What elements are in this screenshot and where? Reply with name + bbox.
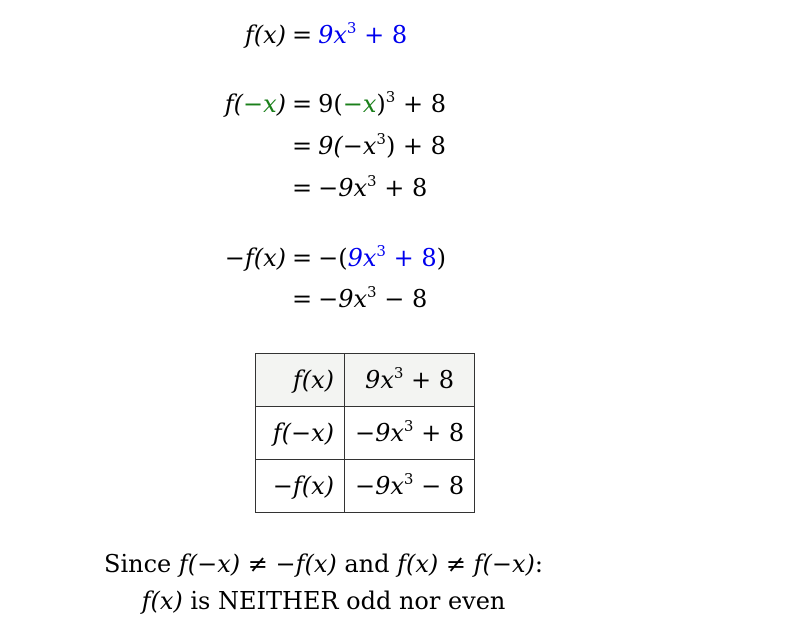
definition-line — [0, 17, 799, 53]
definition-coefficient: 9x — [318, 21, 347, 49]
conclusion-line-1: Since f(−x) ≠ −f(x) and f(x) ≠ f(−x): — [104, 550, 543, 578]
table-row — [256, 354, 475, 407]
f-neg-x-lhs: f(−x) — [224, 90, 286, 118]
symmetry-table — [255, 353, 475, 513]
table-label-cell: f(x) — [256, 354, 345, 407]
f-neg-x-line-2: = $9(-x^3) + 8$ — [292, 130, 446, 160]
table-row — [256, 407, 475, 460]
equals-sign: = — [292, 21, 313, 49]
table-label-cell: −f(x) — [256, 460, 345, 513]
table-row — [256, 460, 475, 513]
definition-lhs: f(x) — [244, 21, 286, 49]
definition-exponent: 3 — [346, 19, 357, 37]
neg-f-x-line-2: = $-9x^3 - 8$ — [292, 283, 428, 313]
conclusion-line-2: f(x) is NEITHER odd nor even — [141, 587, 506, 615]
f-neg-x-line-1: f(−x) = $9(-x)^3 + 8$ — [0, 86, 799, 122]
table-value-cell: $9x^3 + 8$ — [345, 354, 475, 407]
f-neg-x-arg: −x — [242, 90, 277, 118]
table-value-cell: $-9x^3 + 8$ — [345, 407, 475, 460]
definition-tail: + 8 — [356, 21, 408, 49]
f-neg-x-substituted-arg: −x — [342, 90, 377, 118]
table-value-cell: $-9x^3 - 8$ — [345, 460, 475, 513]
neg-f-x-lhs: −f(x) — [224, 244, 286, 272]
f-neg-x-line-3: = $-9x^3 + 8$ — [292, 172, 428, 202]
neg-f-x-line-1: −f(x) = $-(9x^3 + 8)$ — [0, 240, 799, 276]
table-label-cell: f(−x) — [256, 407, 345, 460]
